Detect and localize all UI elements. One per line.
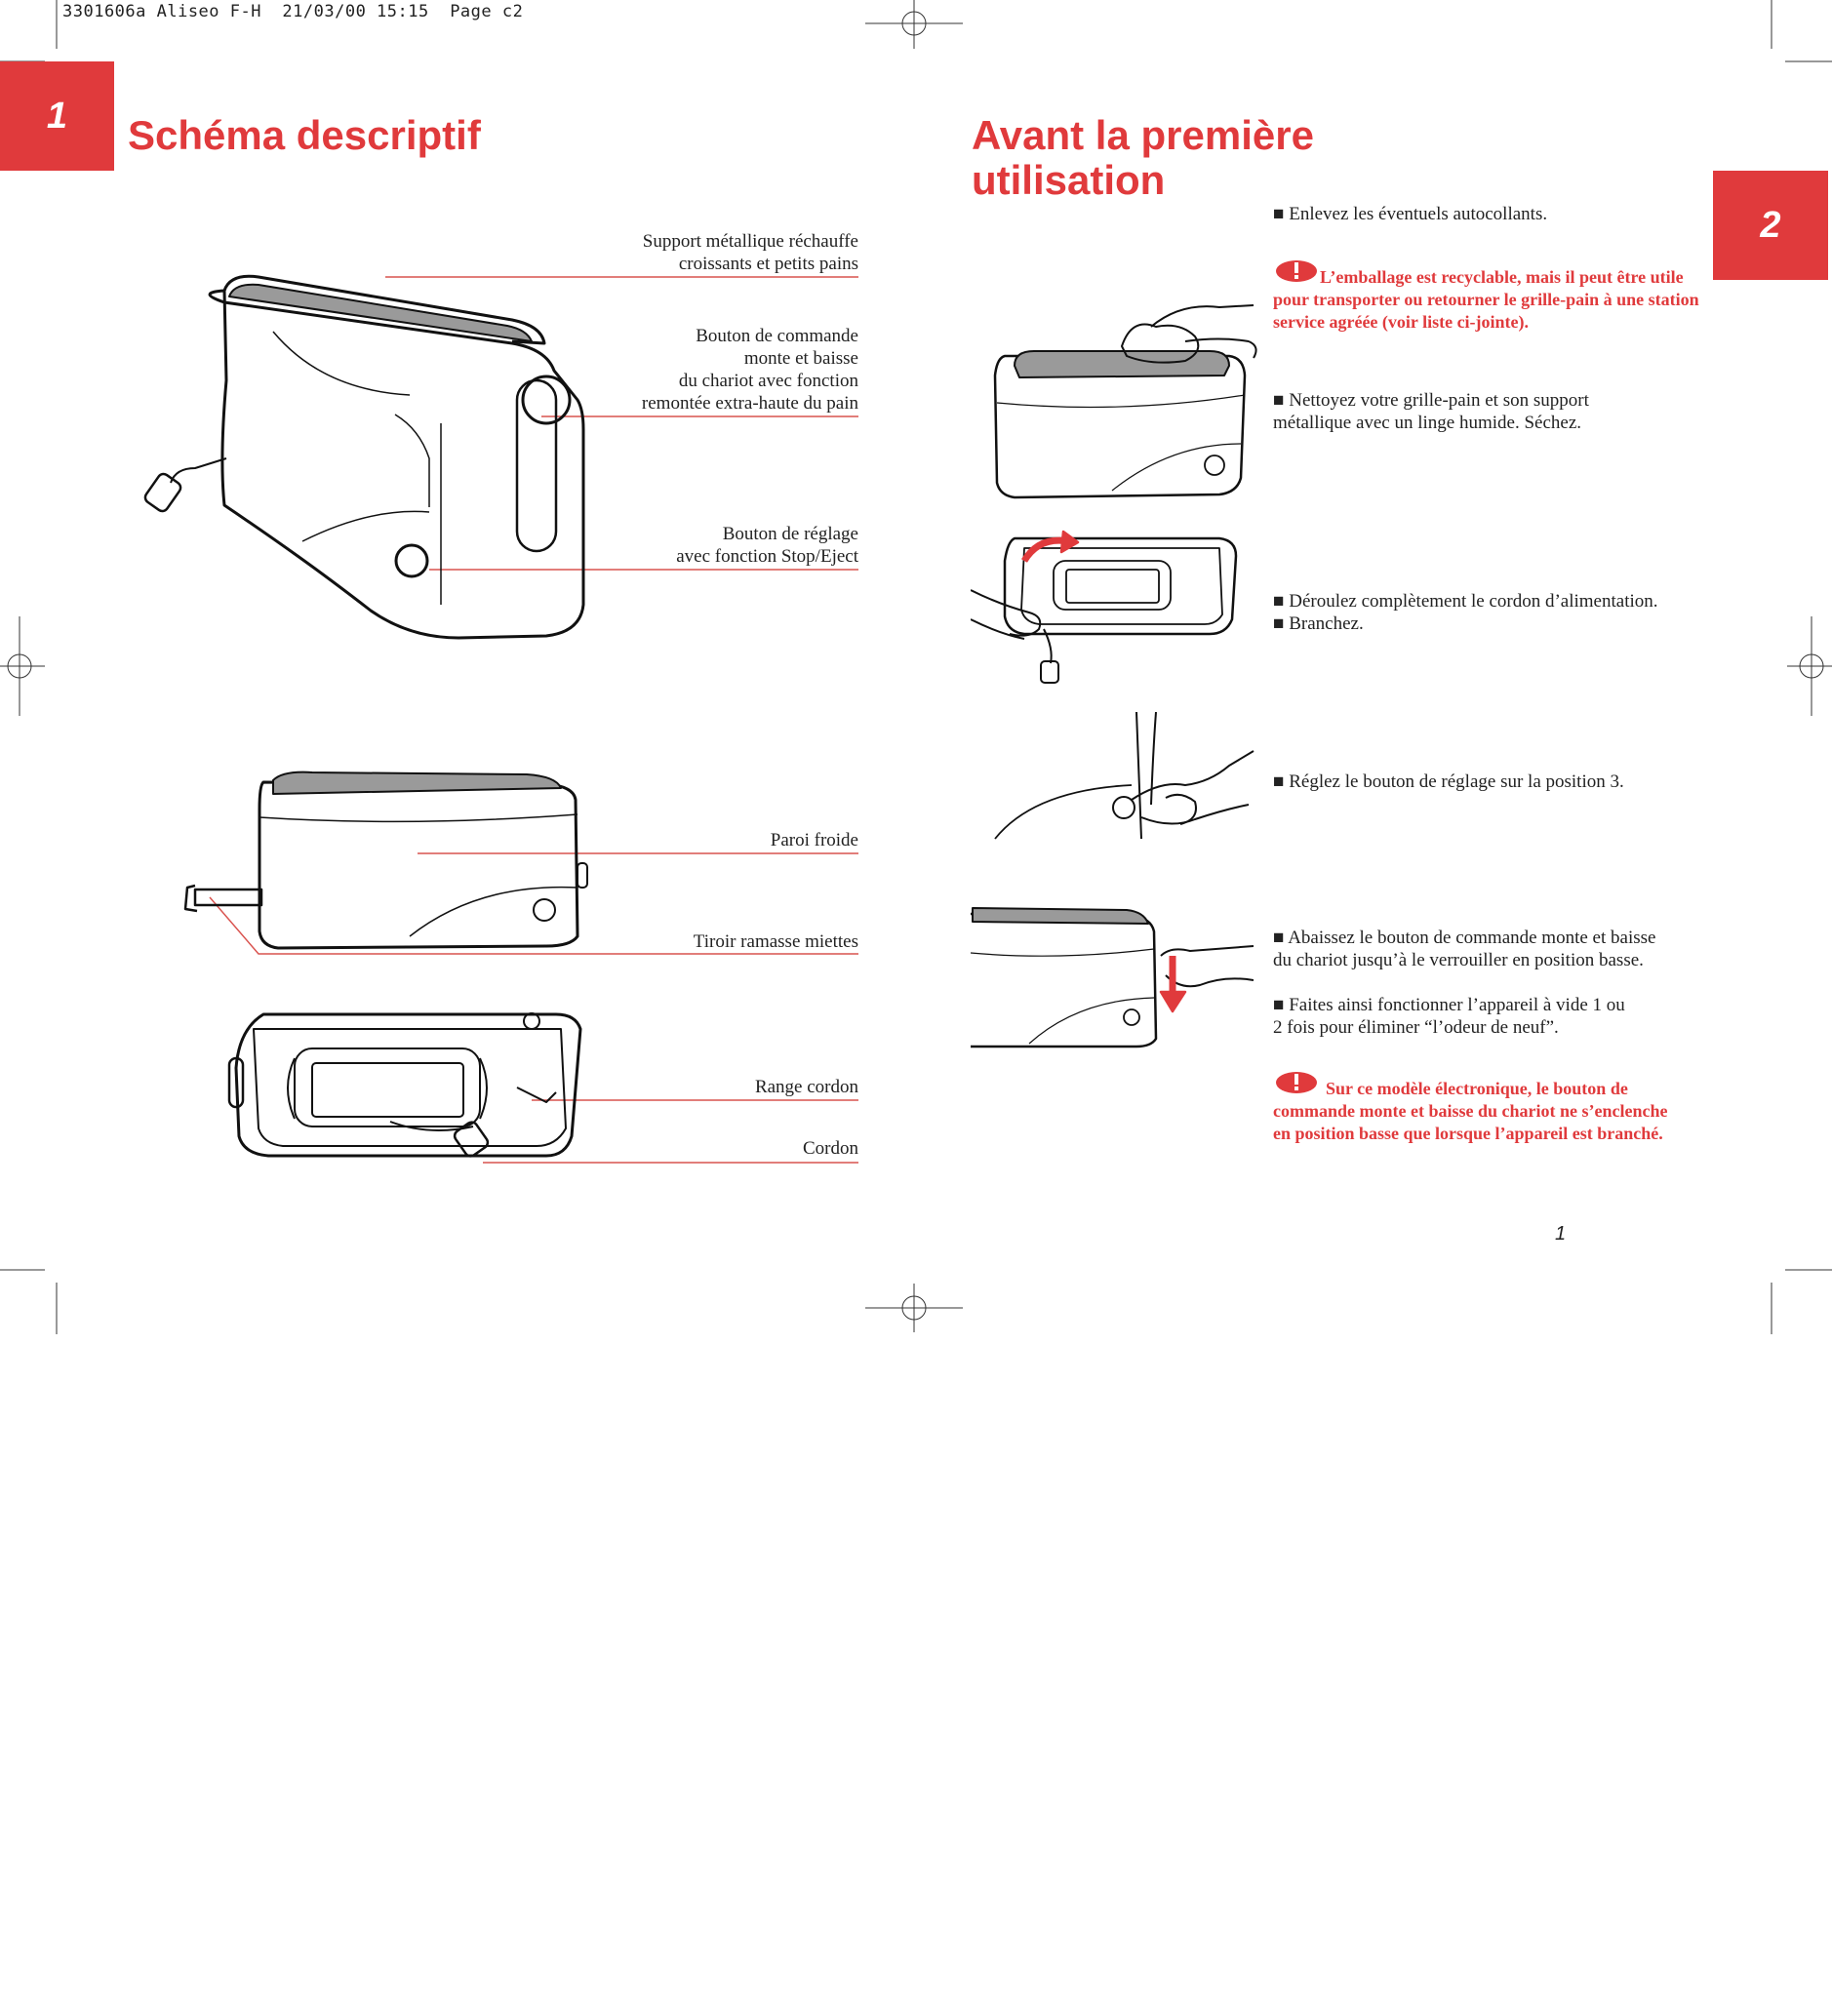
toaster-illustration-main [137, 263, 585, 644]
toaster-illustration-side [176, 771, 605, 956]
chapter-tab-2 [1713, 171, 1828, 280]
bullet: ■ [1273, 771, 1285, 792]
step-text: 2 fois pour éliminer “l’odeur de neuf”. [1273, 1017, 1559, 1038]
label-support-line-1: Support métallique réchauffe [642, 231, 858, 252]
label-reglage-line-1: Bouton de réglage [722, 524, 858, 544]
page-number: 1 [1555, 1223, 1567, 1245]
label-commande-line-3: du chariot avec fonction [678, 371, 858, 391]
page-title-right-line-2: utilisation [972, 157, 1166, 203]
label-commande-line-2: monte et baisse [743, 348, 858, 369]
step-text: Déroulez complètement le cordon d’alimentation. [1289, 591, 1658, 612]
illustration-lower-lever [971, 902, 1254, 1048]
page-title-right-line-1: Avant la première [972, 112, 1314, 158]
chapter-number: 2 [1760, 204, 1781, 246]
step-clean [1273, 389, 1712, 434]
label-support-line-2: croissants et petits pains [678, 254, 858, 274]
label-commande-line-1: Bouton de commande [696, 326, 858, 346]
bullet: ■ [1273, 928, 1285, 948]
bullet: ■ [1273, 591, 1285, 612]
step-unroll [1273, 590, 1732, 635]
step-text: métallique avec un linge humide. Séchez. [1273, 413, 1582, 433]
bullet: ■ [1273, 995, 1285, 1015]
label-paroi: Paroi froide [770, 830, 858, 850]
warning-recyclable: L’emballage est recyclable, mais il peut être utile pour transporter ou retourner le grille-pain à une station service agréée (voir liste ci-jointe). [1273, 267, 1699, 332]
step-text: Faites ainsi fonctionner l’appareil à vide 1 ou [1289, 995, 1625, 1015]
illustration-set-knob [985, 712, 1268, 849]
step-text: Branchez. [1289, 613, 1364, 634]
page-title-left: Schéma descriptif [128, 112, 481, 158]
label-tiroir: Tiroir ramasse miettes [693, 931, 858, 952]
label-commande [468, 325, 858, 415]
step-text: Enlevez les éventuels autocollants. [1289, 204, 1548, 224]
chapter-number: 1 [46, 95, 68, 137]
step-lower-lever [1273, 927, 1732, 971]
step-text: Réglez le bouton de réglage sur la position 3. [1289, 771, 1624, 792]
label-commande-line-4: remontée extra-haute du pain [641, 393, 858, 414]
step-set-position [1273, 771, 1732, 793]
step-text: Nettoyez votre grille-pain et son support [1289, 390, 1589, 411]
step-run-empty [1273, 994, 1732, 1039]
bullet: ■ [1273, 204, 1285, 224]
step-remove-stickers [1273, 203, 1702, 225]
label-range: Range cordon [754, 1077, 858, 1097]
illustration-unroll-cord [971, 527, 1254, 692]
print-slug: 3301606a Aliseo F-H 21/03/00 15:15 Page c2 [62, 2, 524, 21]
label-reglage [468, 523, 858, 568]
bullet: ■ [1273, 390, 1285, 411]
page-title-right [972, 113, 1314, 203]
label-support [468, 230, 858, 275]
label-reglage-line-2: avec fonction Stop/Eject [676, 546, 858, 567]
illustration-wipe-toaster [985, 297, 1268, 502]
step-text: Abaissez le bouton de commande monte et baisse [1288, 928, 1656, 948]
step-text: du chariot jusqu’à le verrouiller en position basse. [1273, 950, 1644, 970]
warning-electronic: Sur ce modèle électronique, le bouton de commande monte et baisse du chariot ne s’enclenche en position basse que lorsque l’appareil est branché. [1273, 1079, 1668, 1143]
label-cordon: Cordon [803, 1138, 858, 1159]
bullet: ■ [1273, 613, 1285, 634]
